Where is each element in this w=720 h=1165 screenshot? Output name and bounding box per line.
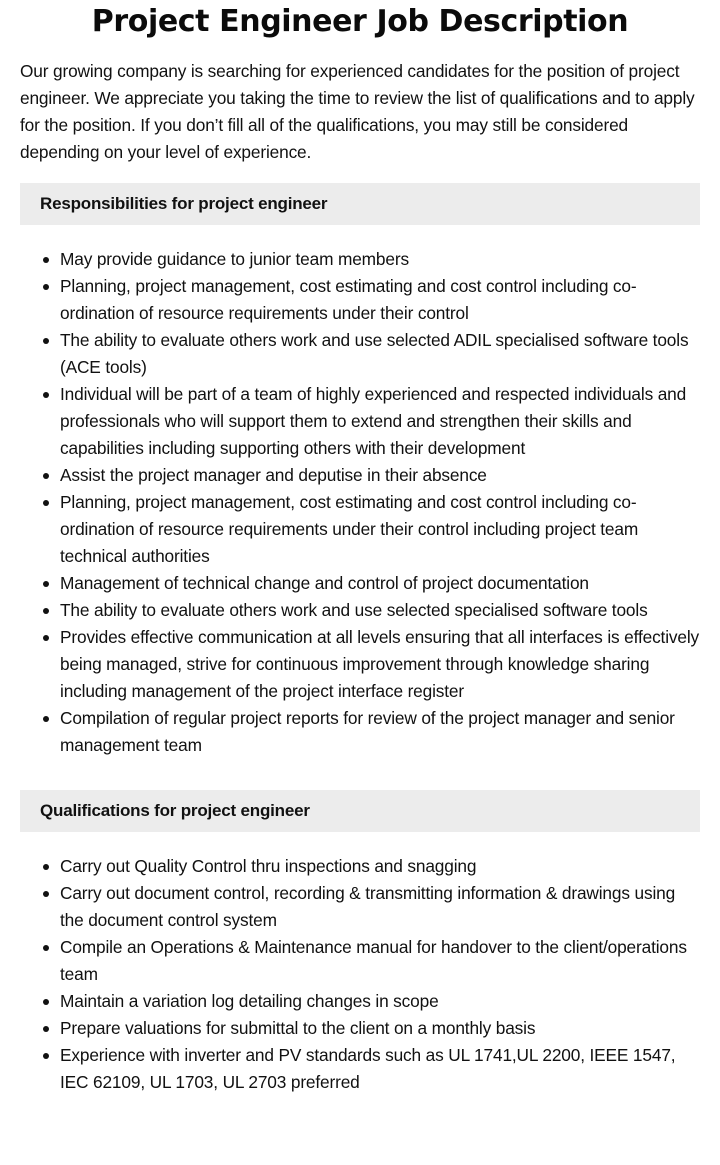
bullet-icon bbox=[43, 1026, 49, 1032]
list-item: Experience with inverter and PV standards such as UL 1741,UL 2200, IEEE 1547, IEC 62109, UL 1703, UL 2703 preferred bbox=[60, 1042, 700, 1096]
list-item: Planning, project management, cost estimating and cost control including co-ordination of resource requirements under their control bbox=[60, 273, 700, 327]
responsibilities-list bbox=[20, 246, 700, 759]
list-item: Carry out document control, recording & transmitting information & drawings using the document control system bbox=[60, 880, 700, 934]
list-item: The ability to evaluate others work and use selected specialised software tools bbox=[60, 597, 700, 624]
list-item: Carry out Quality Control thru inspections and snagging bbox=[60, 853, 700, 880]
bullet-icon bbox=[43, 257, 49, 263]
bullet-icon bbox=[43, 635, 49, 641]
bullet-icon bbox=[43, 864, 49, 870]
bullet-icon bbox=[43, 284, 49, 290]
bullet-icon bbox=[43, 581, 49, 587]
qualifications-heading: Qualifications for project engineer bbox=[20, 790, 700, 832]
list-item: Prepare valuations for submittal to the client on a monthly basis bbox=[60, 1015, 700, 1042]
bullet-icon bbox=[43, 716, 49, 722]
list-item: Assist the project manager and deputise in their absence bbox=[60, 462, 700, 489]
list-item: Compile an Operations & Maintenance manual for handover to the client/operations team bbox=[60, 934, 700, 988]
list-item: Maintain a variation log detailing changes in scope bbox=[60, 988, 700, 1015]
list-item: Provides effective communication at all levels ensuring that all interfaces is effectively being managed, strive for continuous improvement through knowledge sharing including management of the project interface register bbox=[60, 624, 700, 705]
bullet-icon bbox=[43, 500, 49, 506]
bullet-icon bbox=[43, 1053, 49, 1059]
intro-paragraph: Our growing company is searching for experienced candidates for the position of project engineer. We appreciate you taking the time to review the list of qualifications and to apply for the position. If you don’t fill all of the qualifications, you may still be considered depending on your level of experience. bbox=[20, 61, 695, 162]
bullet-icon bbox=[43, 473, 49, 479]
list-item: The ability to evaluate others work and use selected ADIL specialised software tools (ACE tools) bbox=[60, 327, 700, 381]
list-item: Management of technical change and control of project documentation bbox=[60, 570, 700, 597]
bullet-icon bbox=[43, 999, 49, 1005]
qualifications-list bbox=[20, 853, 700, 1096]
list-item: Planning, project management, cost estimating and cost control including co-ordination of resource requirements under their control including project team technical authorities bbox=[60, 489, 700, 570]
list-item: Compilation of regular project reports for review of the project manager and senior management team bbox=[60, 705, 700, 759]
bullet-icon bbox=[43, 891, 49, 897]
responsibilities-heading: Responsibilities for project engineer bbox=[20, 183, 700, 225]
page-title: Project Engineer Job Description bbox=[91, 4, 629, 39]
bullet-icon bbox=[43, 338, 49, 344]
bullet-icon bbox=[43, 392, 49, 398]
bullet-icon bbox=[43, 608, 49, 614]
list-item: Individual will be part of a team of highly experienced and respected individuals and professionals who will support them to extend and strengthen their skills and capabilities including supporting others with their development bbox=[60, 381, 700, 462]
bullet-icon bbox=[43, 945, 49, 951]
list-item: May provide guidance to junior team members bbox=[60, 246, 700, 273]
